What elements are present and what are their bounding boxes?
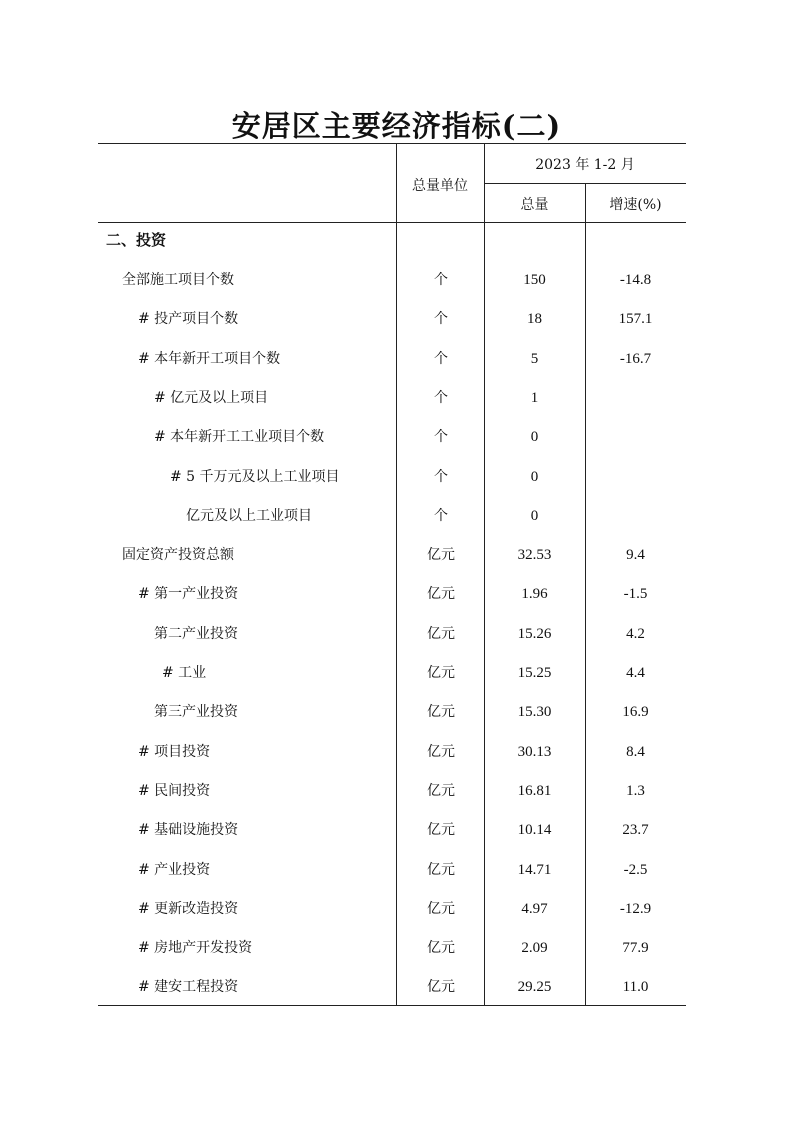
row-name: 第三产业投资 [154,704,238,721]
row-total: 14.71 [517,861,552,878]
indicator-table [98,143,686,1007]
row-name: # 建安工程投资 [138,979,239,996]
row-name: # 基础设施投资 [138,822,239,839]
table-row [98,575,686,614]
table-row [98,654,686,693]
row-total: 0 [530,429,539,446]
row-total: 5 [530,350,539,367]
row-unit: 亿元 [427,743,455,760]
row-name: 第二产业投资 [154,625,238,642]
row-total: 4.97 [521,900,548,917]
row-growth: -16.7 [619,350,652,367]
table-row [98,261,686,300]
row-name: # 项目投资 [138,743,211,760]
row-growth: 4.4 [626,665,645,681]
row-growth: -2.5 [623,861,648,878]
row-growth: 157.1 [618,311,653,328]
row-unit: 亿元 [427,900,455,917]
row-name: # 房地产开发投资 [138,940,253,957]
table-row [98,733,686,772]
row-unit: 个 [434,468,448,485]
row-name: # 第一产业投资 [138,586,239,603]
table-row [98,968,686,1007]
row-growth: 9.4 [626,547,645,564]
row-name: 固定资产投资总额 [122,547,234,564]
section-title: 二、投资 [106,231,167,249]
table-row [98,536,686,575]
row-unit: 亿元 [427,704,455,721]
row-name: # 5 千万元及以上工业项目 [170,468,340,485]
row-name: 亿元及以上工业项目 [186,507,312,524]
total-header: 总量 [520,197,549,213]
row-total: 10.14 [517,822,552,839]
row-total: 15.26 [517,625,552,642]
row-total: 15.30 [517,704,552,721]
table-top-rule [98,143,686,144]
row-unit: 个 [434,507,448,524]
table-row [98,340,686,379]
row-total: 150 [523,272,546,288]
row-total: 1 [530,389,539,406]
row-total: 32.53 [517,547,552,564]
table-row [98,890,686,929]
row-name: # 工业 [162,665,207,681]
row-growth: -1.5 [623,586,648,603]
row-unit: 亿元 [427,665,455,681]
row-growth: 4.2 [626,625,645,642]
row-name: # 本年新开工项目个数 [138,350,281,367]
growth-header: 增速(%) [609,197,662,213]
table-row [98,418,686,457]
row-growth: 23.7 [622,822,649,839]
row-unit: 亿元 [427,822,455,839]
row-total: 29.25 [517,979,552,996]
row-unit: 亿元 [427,861,455,878]
row-growth: 11.0 [622,979,649,996]
header-bottom-rule [98,222,686,223]
table-row [98,497,686,536]
row-unit: 个 [434,272,448,288]
row-total: 15.25 [517,665,552,681]
table-row [98,929,686,968]
row-growth: 77.9 [622,940,649,957]
row-unit: 亿元 [427,547,455,564]
row-total: 18 [527,311,542,328]
unit-header: 总量单位 [412,178,468,194]
row-name: # 民间投资 [138,782,211,799]
row-unit: 亿元 [427,979,455,996]
row-name: # 更新改造投资 [138,900,239,917]
row-unit: 亿元 [427,625,455,642]
row-growth: 16.9 [622,704,649,721]
row-unit: 亿元 [427,782,455,799]
row-name: # 产业投资 [138,861,211,878]
row-unit: 亿元 [427,940,455,957]
row-growth: -14.8 [619,272,652,288]
table-row [98,615,686,654]
row-unit: 个 [434,311,448,328]
table-row [98,458,686,497]
table-row [98,772,686,811]
row-name: 全部施工项目个数 [122,272,234,288]
table-row [98,851,686,890]
row-total: 0 [530,507,539,524]
row-total: 30.13 [517,743,552,760]
row-unit: 亿元 [427,586,455,603]
table-row [98,379,686,418]
row-unit: 个 [434,389,448,406]
row-total: 16.81 [517,782,552,799]
row-name: # 投产项目个数 [138,311,239,328]
table-row [98,693,686,732]
table-row [98,811,686,850]
row-unit: 个 [434,350,448,367]
table-row [98,300,686,339]
row-name: # 亿元及以上项目 [154,389,269,406]
row-total: 2.09 [521,940,548,957]
row-growth: 8.4 [626,743,645,760]
page-title: 安居区主要经济指标(二) [231,109,562,143]
row-name: # 本年新开工工业项目个数 [154,429,325,446]
row-total: 0 [530,468,539,485]
row-growth: 1.3 [626,782,645,799]
row-unit: 个 [434,429,448,446]
period-header: 2023 年 1-2 月 [535,157,635,173]
row-growth: -12.9 [619,900,652,917]
row-total: 1.96 [521,586,548,603]
